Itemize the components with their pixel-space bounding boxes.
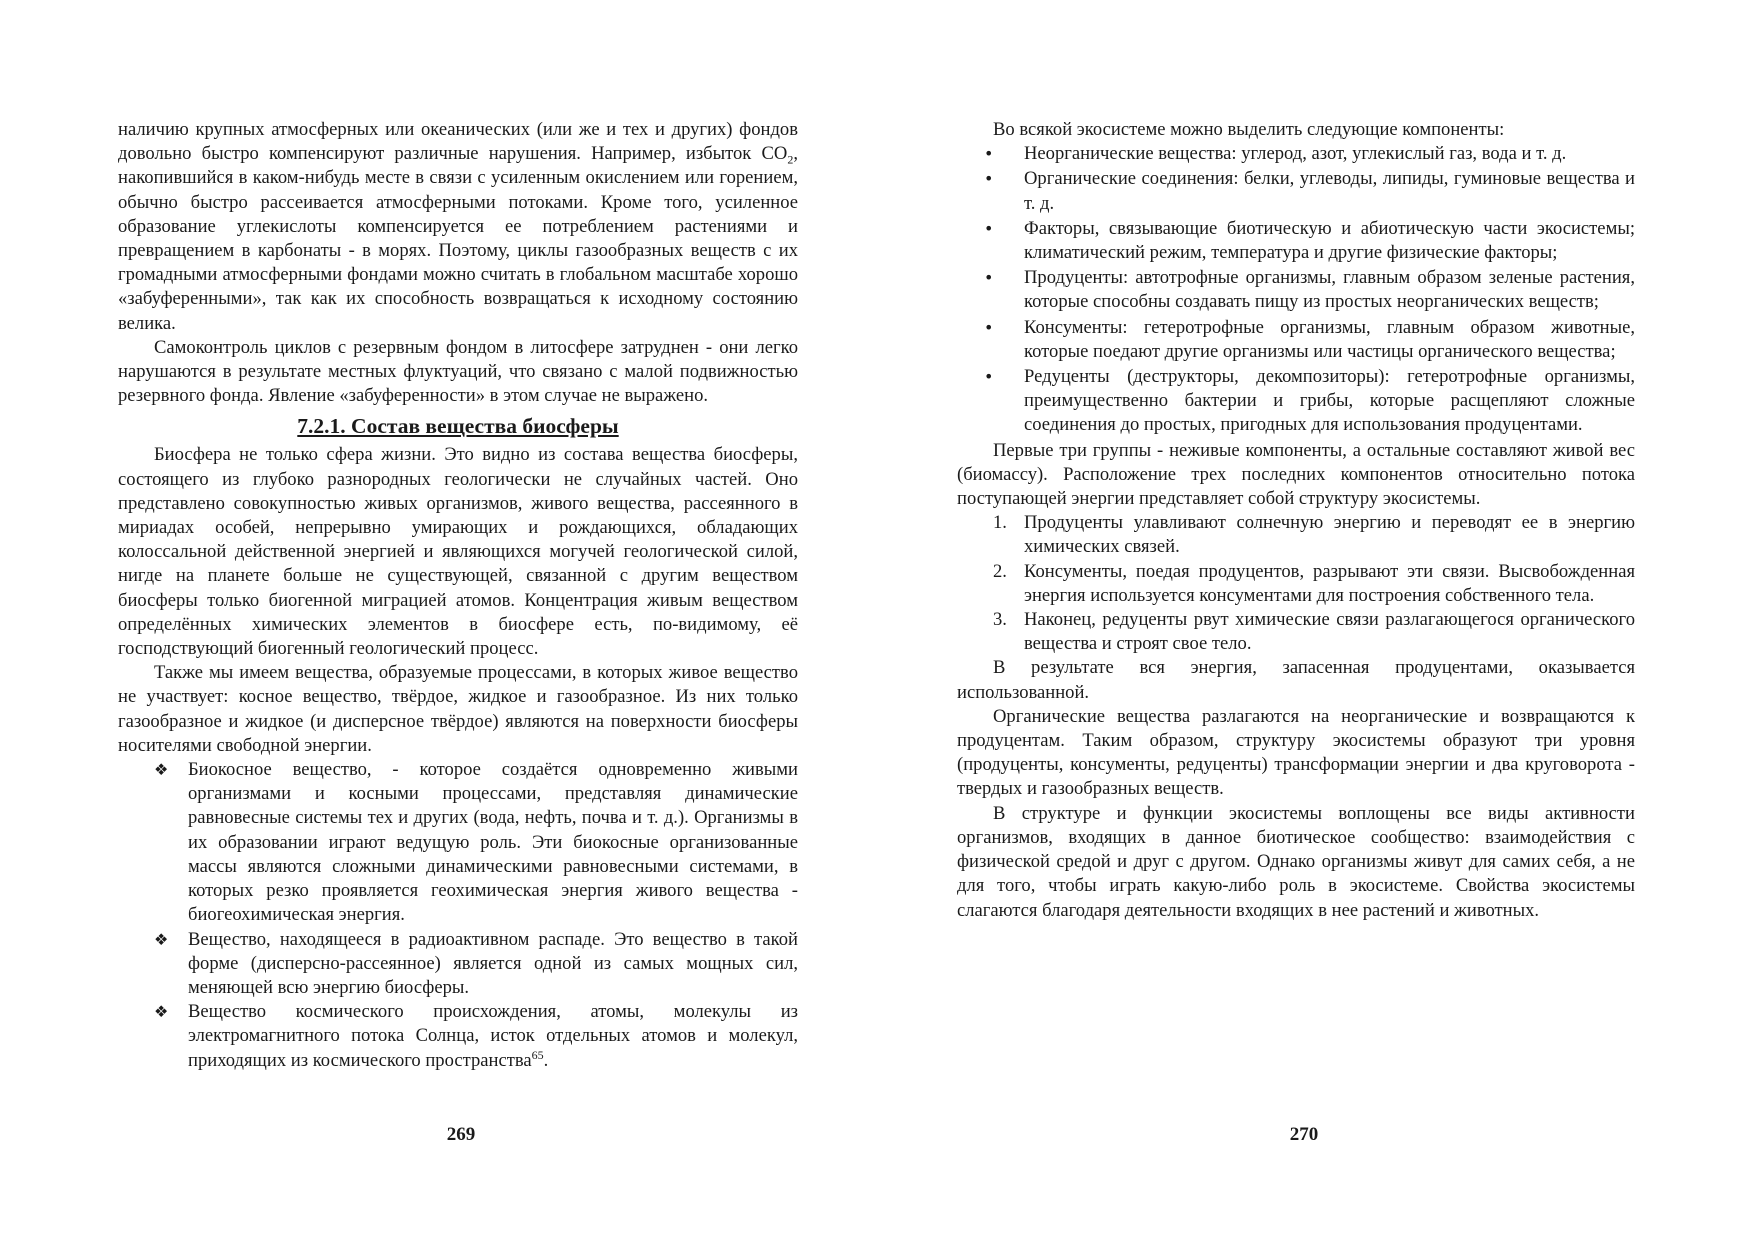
- round-bullet-icon: •: [984, 144, 994, 164]
- paragraph-buffered-cycles: [118, 118, 798, 336]
- list-item-text: Факторы, связывающие биотическую и абиотическую части экосистемы; климатический режим, температура и другие физические факторы;: [1024, 217, 1635, 264]
- paragraph-organic-matter: Органические вещества разлагаются на неорганические и возвращаются к продуцентам. Таким образом, структуру экосистемы образуют три уровня (продуценты, консументы, редуценты) трансформации энергии и два круговорота - твердых и газообразных веществ.: [957, 705, 1635, 800]
- left-page: [118, 118, 798, 1073]
- list-item: [118, 758, 798, 927]
- step-number: 1.: [993, 512, 1007, 534]
- list-item: [957, 142, 1635, 166]
- list-item: [957, 167, 1635, 215]
- matter-types-list: [118, 758, 798, 1073]
- list-item: [957, 316, 1635, 364]
- paragraph-inert-matter: Также мы имеем вещества, образуемые процессами, в которых живое вещество не участвует: косное вещество, твёрдое, жидкое и газообразное. Из них только газообразное и жидкое (и дисперсное твёрдое) являются на поверхности биосферы носителями свободной энергии.: [118, 662, 798, 756]
- footnote-reference[interactable]: 65: [531, 1047, 544, 1062]
- list-item-text: Наконец, редуценты рвут химические связи разлагающегося органического вещества и строят свое тело.: [1024, 609, 1635, 655]
- round-bullet-icon: •: [984, 317, 994, 337]
- list-item-text: Редуценты (деструкторы, декомпозиторы): гетеротрофные организмы, преимущественно бактерии и грибы, которые расщепляют сложные соединения до простых, пригодных для использования продуцентами.: [1024, 366, 1635, 436]
- diamond-bullet-icon: ❖: [154, 1002, 169, 1022]
- paragraph-result: В результате вся энергия, запасенная продуцентами, оказывается использованной.: [957, 657, 1635, 703]
- diamond-bullet-icon: ❖: [154, 929, 169, 949]
- list-item-text: Продуценты: автотрофные организмы, главным образом зеленые растения, которые способны создавать пищу из простых неорганических веществ;: [1024, 267, 1635, 313]
- list-item: [957, 560, 1635, 608]
- list-item-text-end: .: [543, 1049, 549, 1071]
- components-list: [957, 142, 1635, 437]
- energy-steps-list: [957, 511, 1635, 656]
- step-number: 2.: [993, 560, 1007, 582]
- round-bullet-icon: •: [984, 218, 994, 238]
- list-item: [118, 1000, 798, 1073]
- round-bullet-icon: •: [984, 367, 994, 387]
- list-item: [957, 217, 1635, 265]
- section-heading: 7.2.1. Состав вещества биосферы: [297, 414, 619, 439]
- round-bullet-icon: •: [984, 169, 994, 189]
- co2-subscript: 2: [787, 152, 794, 167]
- list-item: [957, 365, 1635, 438]
- page-number-right: 270: [1289, 1124, 1319, 1145]
- list-item-text: Продуценты улавливают солнечную энергию и переводят ее в энергию химических связей.: [1024, 512, 1635, 558]
- round-bullet-icon: •: [984, 268, 994, 288]
- paragraph-text: наличию крупных атмосферных или океанических (или же и тех и других) фондов довольно быстро компенсируют различные нарушения. Например, избыток CO: [118, 119, 798, 165]
- step-number: 3.: [993, 609, 1007, 631]
- paragraph-components-intro: Во всякой экосистеме можно выделить следующие компоненты:: [993, 119, 1505, 140]
- paragraph-groups: Первые три группы - неживые компоненты, а остальные составляют живой вес (биомассу). Расположение трех последних компонентов относительно потока поступающей энергии представляет собой структуру экосистемы.: [957, 439, 1635, 510]
- list-item-text: Биокосное вещество, - которое создаётся одновременно живыми организмами и косными процессами, представляя динамические равновесные системы тех и других (вода, нефть, почва и т. д.). Организмы в их образовании играют ведущую роль. Эти биокосные организованные массы являются сложными динамическими равновесными системами, в которых резко проявляется геохимическая энергия живого вещества - биогеохимическая энергия.: [188, 759, 798, 926]
- paragraph-biosphere-matter: Биосфера не только сфера жизни. Это видно из состава вещества биосферы, состоящего из глубоко разнородных геологически не случайных частей. Оно представлено совокупностью живых организмов, живого вещества, рассеянного в мириадах особей, непрерывно умирающих и рождающихся, обладающих колоссальной действенной энергией и являющихся могучей геологической силой, нигде на планете больше не существующей, связанной с другим веществом биосферы только биогенной миграцией атомов. Концентрация живым веществом определённых химических элементов в биосфере есть, по-видимому, её господствующий биогенный геологический процесс.: [118, 444, 798, 660]
- right-page: [957, 118, 1635, 923]
- paragraph-self-control: Самоконтроль циклов с резервным фондом в литосфере затруднен - они легко нарушаются в результате местных флуктуаций, что связано с малой подвижностью резервного фонда. Явление «забуференности» в этом случае не выражено.: [118, 336, 798, 407]
- list-item-text: Вещество космического происхождения, атомы, молекулы из электромагнитного потока Солнца, исток отдельных атомов и молекул, приходящих из космического пространства: [188, 1001, 798, 1071]
- list-item: [957, 608, 1635, 656]
- page-number-left: 269: [446, 1124, 476, 1145]
- list-item-text: Консументы, поедая продуцентов, разрывают эти связи. Высвобожденная энергия используется консументами для построения собственного тела.: [1024, 560, 1635, 606]
- list-item: [118, 928, 798, 1001]
- list-item: [957, 266, 1635, 314]
- paragraph-structure: В структуре и функции экосистемы воплощены все виды активности организмов, входящих в данное биотическое сообщество: взаимодействия с физической средой и друг с другом. Однако организмы живут для самих себя, а не для того, чтобы играть какую-либо роль в экосистеме. Свойства экосистемы слагаются благодаря деятельности входящих в нее растений и животных.: [957, 802, 1635, 921]
- diamond-bullet-icon: ❖: [154, 760, 169, 780]
- paragraph-text: , накопившийся в каком-нибудь месте в связи с усиленным окислением или горением, обычно быстро рассеивается атмосферными потоками. Кроме того, усиленное образование углекислоты компенсируется ее потреблением растениями и превращением в карбонаты - в морях. Поэтому, циклы газообразных веществ с их громадными атмосферными фондами можно считать в глобальном масштабе хорошо «забуференными», так как их способность возвращаться к исходному состоянию велика.: [118, 143, 798, 334]
- list-item-text: Органические соединения: белки, углеводы, липиды, гуминовые вещества и т. д.: [1024, 168, 1635, 214]
- list-item-text: Консументы: гетеротрофные организмы, главным образом животные, которые поедают другие организмы или частицы органического вещества;: [1024, 316, 1635, 362]
- list-item: [957, 511, 1635, 559]
- list-item-text: Вещество, находящееся в радиоактивном распаде. Это вещество в такой форме (дисперсно-рассеянное) является одной из самых мощных сил, меняющей всю энергию биосферы.: [188, 928, 798, 998]
- list-item-text: Неорганические вещества: углерод, азот, углекислый газ, вода и т. д.: [1024, 143, 1567, 165]
